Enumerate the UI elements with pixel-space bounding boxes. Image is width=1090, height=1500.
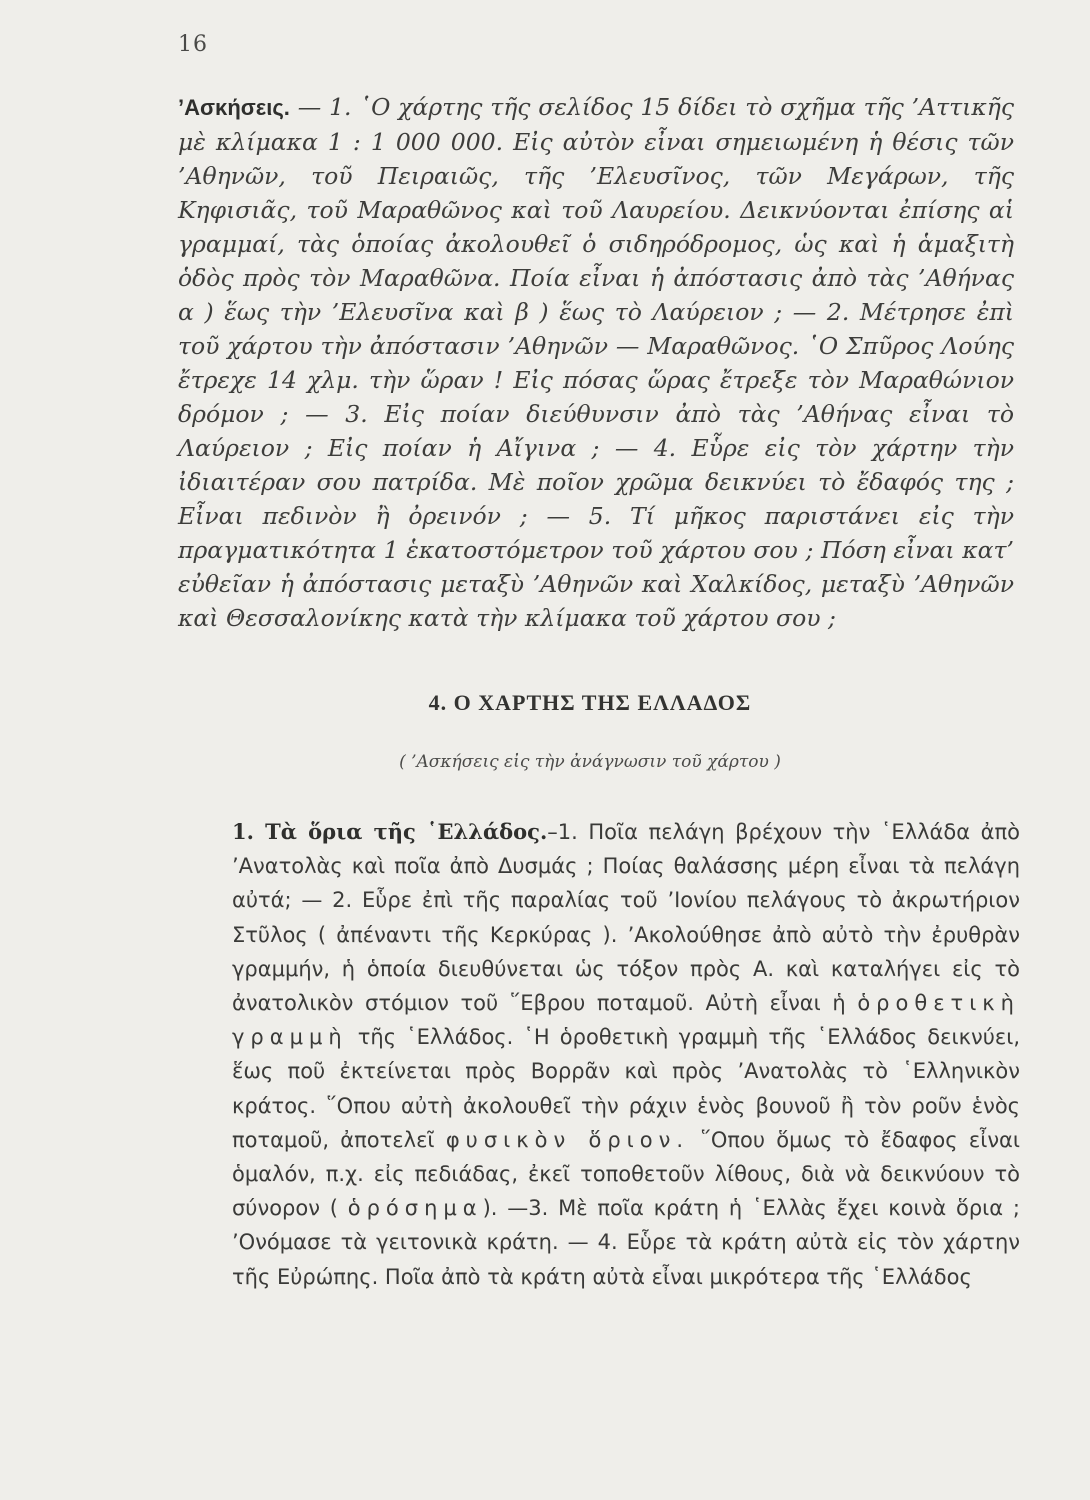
borders-text-3: ῞Οπου ὅμως τὸ ἔδαφος εἶναι ὁμαλόν, π.χ. εἰς πεδιάδας, ἐκεῖ τοποθετοῦν λίθους, διὰ νὰ δεικνύουν τὸ σύνορον ( <box>232 1127 1021 1221</box>
term-boundary-line: ὁροθετικὴ γραμμὴ <box>232 991 1020 1050</box>
exercises-text: — 1. ῾Ο χάρτης τῆς σελίδος 15 δίδει τὸ σχῆμα τῆς ’Αττικῆς μὲ κλίμακα 1 : 1 000 000. Εἰς αὐτὸν εἶναι σημειωμένη ἡ θέσις τῶν ’Αθηνῶν, τοῦ Πειραιῶς, τῆς ’Ελευσῖνος, τῶν Μεγάρων, τῆς Κηφισιᾶς, τοῦ Μαραθῶνος καὶ τοῦ Λαυρείου. Δεικνύονται ἐπίσης αἱ γραμμαί, τὰς ὁποίας ἀκολουθεῖ ὁ σιδηρόδρομος, ὡς καὶ ἡ ἁμαξιτὴ ὁδὸς πρὸς τὸν Μαραθῶνα. Ποία εἶναι ἡ ἀπόστασις ἀπὸ τὰς ’Αθήνας α ) ἕως τὴν ’Ελευσῖνα καὶ β ) ἕως τὸ Λαύρειον ; — 2. Μέτρησε ἐπὶ τοῦ χάρτου τὴν ἀπόστασιν ’Αθηνῶν — Μαραθῶνος. ῾Ο Σπῦρος Λούης ἔτρεχε 14 χλμ. τὴν ὥραν ! Εἰς πόσας ὥρας ἔτρεξε τὸν Μαραθώνιον δρόμον ; — 3. Εἰς ποίαν διεύθυνσιν ἀπὸ τὰς ’Αθήνας εἶναι τὸ Λαύρειον ; Εἰς ποίαν ἡ Αἴγινα ; — 4. Εὗρε εἰς τὸν χάρτην τὴν ἰδιαιτέραν σου πατρίδα. Μὲ ποῖον χρῶμα δεικνύει τὸ ἔδαφός της ; Εἶναι πεδινὸν ἢ ὀρεινόν ; — 5. Τί μῆκος παριστάνει εἰς τὴν πραγματικότητα 1 ἑκατοστόμετρον τοῦ χάρτου σου ; Πόση εἶναι κατ’ εὐθεῖαν ἡ ἀπόστασις μεταξὺ ’Αθηνῶν καὶ Χαλκίδος, μεταξὺ ’Αθηνῶν καὶ Θεσσαλονίκης κατὰ τὴν κλίμακα τοῦ χάρτου σου ; <box>178 93 1014 632</box>
borders-text-4: ). —3. Μὲ ποῖα κράτη ἡ ῾Ελλὰς ἔχει κοινὰ ὅρια ; ’Ονόμασε τὰ γειτονικὰ κράτη. — 4. Εὗρε τὰ κράτη αὐτὰ εἰς τὸν χάρτην τῆς Εὐρώπης. Ποῖα ἀπὸ τὰ κράτη αὐτὰ εἶναι μικρότερα τῆς ῾Ελλάδος <box>232 1196 1020 1289</box>
borders-text-1: –1. Ποῖα πελάγη βρέχουν τὴν ῾Ελλάδα ἀπὸ ’Ανατολὰς καὶ ποῖα ἀπὸ Δυσμάς ; Ποίας θαλάσσης μέρη εἶναι τὰ πελάγη αὐτά; — 2. Εὗρε ἐπὶ τῆς παραλίας τοῦ ’Ιονίου πελάγους τὸ ἀκρωτήριον Στῦλος ( ἀπέναντι τῆς Κερκύρας ). ’Ακολούθησε ἀπὸ αὐτὸ τὴν ἐρυθρὰν γραμμήν, ἡ ὁποία διευθύνεται ὡς τόξον πρὸς Α. καὶ καταλήγει εἰς τὸ ἀνατολικὸν στόμιον τοῦ ῞Εβρου ποταμοῦ. Αὐτὴ εἶναι ἡ <box>232 820 1020 1016</box>
borders-subhead: 1. Τὰ ὅρια τῆς ῾Ελλάδος. <box>232 819 548 844</box>
borders-text-2: τῆς ῾Ελλάδος. ῾Η ὁροθετικὴ γραμμὴ τῆς ῾Ελλάδος δεικνύει, ἕως ποῦ ἐκτείνεται πρὸς Βορρᾶν καὶ πρὸς ’Ανατολὰς τὸ ῾Ελληνικὸν κράτος. ῞Οπου αὐτὴ ἀκολουθεῖ τὴν ράχιν ἑνὸς βουνοῦ ἢ τὸν ροῦν ἑνὸς ποταμοῦ, ἀποτελεῖ <box>232 1025 1020 1152</box>
page-number: 16 <box>178 32 208 57</box>
section-subtitle: ( ’Ασκήσεις εἰς τὴν ἀνάγνωσιν τοῦ χάρτου ) <box>399 752 781 772</box>
term-natural-border: φυσικὸν ὅριον. <box>445 1127 690 1152</box>
section-heading: 4. Ο ΧΑΡΤΗΣ ΤΗΣ ΕΛΛΑΔΟΣ <box>428 690 752 715</box>
exercises-paragraph <box>178 90 1014 635</box>
term-boundary-stones: ὁρόσημα <box>347 1196 483 1221</box>
borders-paragraph <box>232 815 1020 1294</box>
exercises-lead: ’Ασκήσεις. <box>178 95 290 120</box>
